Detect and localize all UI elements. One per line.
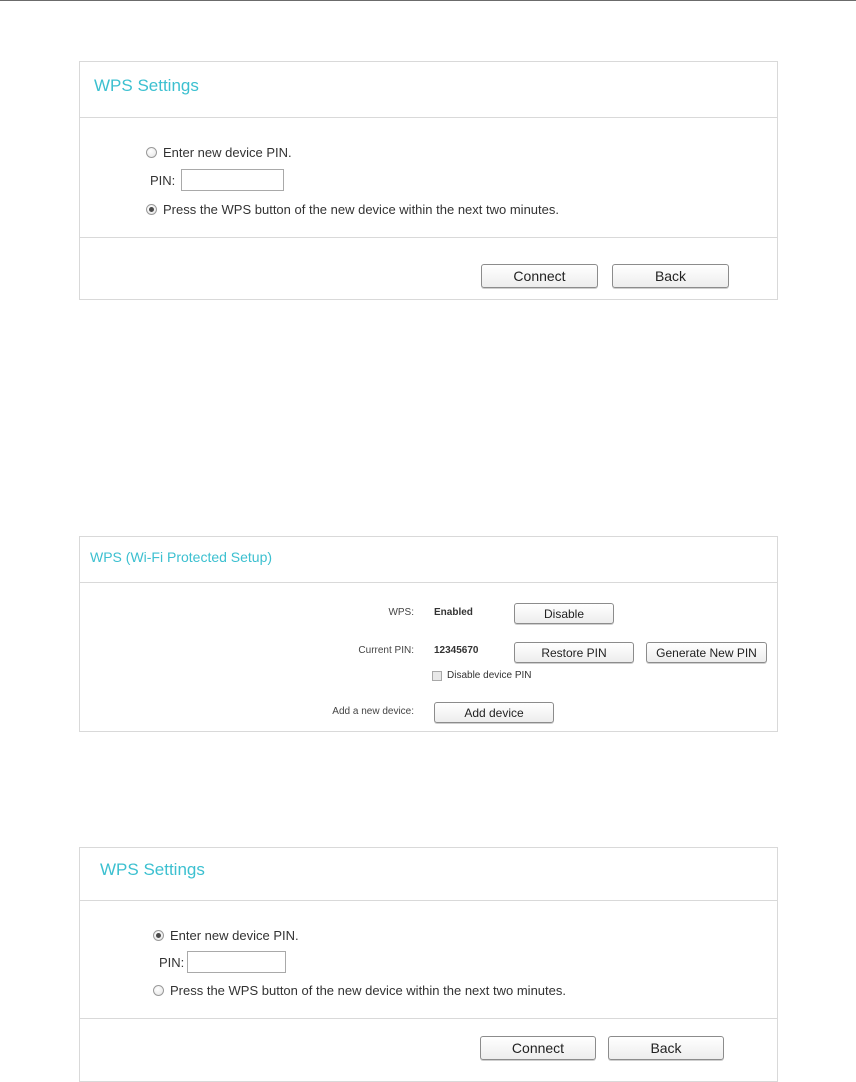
- radio-push-button[interactable]: [146, 204, 157, 215]
- title-divider: [80, 117, 777, 118]
- pin-input[interactable]: [187, 951, 286, 973]
- panel-title: WPS Settings: [94, 76, 199, 95]
- option-push-button-label: Press the WPS button of the new device within the next two minutes.: [170, 983, 566, 998]
- pin-label: PIN:: [150, 173, 176, 188]
- current-pin-value: 12345670: [434, 645, 479, 656]
- connect-button[interactable]: Connect: [481, 264, 598, 288]
- panel-title: WPS (Wi-Fi Protected Setup): [90, 549, 273, 565]
- option-enter-pin[interactable]: [146, 145, 292, 160]
- back-button[interactable]: Back: [608, 1036, 724, 1060]
- disable-device-pin-checkbox[interactable]: [432, 671, 442, 681]
- footer-divider: [80, 237, 777, 238]
- wps-status-label: WPS:: [388, 607, 414, 618]
- option-push-button[interactable]: [146, 202, 559, 217]
- wps-status-value: Enabled: [434, 607, 473, 618]
- title-divider: [80, 900, 777, 901]
- wps-settings-panel-pin: [79, 847, 778, 1082]
- radio-enter-pin[interactable]: [146, 147, 157, 158]
- footer-divider: [80, 1018, 777, 1019]
- generate-new-pin-button[interactable]: Generate New PIN: [646, 642, 767, 663]
- option-enter-pin[interactable]: [153, 928, 299, 943]
- top-rule: [0, 0, 856, 1]
- panel-title: WPS Settings: [100, 860, 205, 879]
- add-device-button[interactable]: Add device: [434, 702, 554, 723]
- option-push-button[interactable]: [153, 983, 566, 998]
- restore-pin-button[interactable]: Restore PIN: [514, 642, 634, 663]
- radio-enter-pin[interactable]: [153, 930, 164, 941]
- pin-label: PIN:: [159, 955, 185, 970]
- option-enter-pin-label: Enter new device PIN.: [163, 145, 292, 160]
- disable-device-pin-option[interactable]: [432, 670, 531, 681]
- current-pin-label: Current PIN:: [358, 645, 414, 656]
- pin-input[interactable]: [181, 169, 284, 191]
- option-enter-pin-label: Enter new device PIN.: [170, 928, 299, 943]
- disable-wps-button[interactable]: Disable: [514, 603, 614, 624]
- option-push-button-label: Press the WPS button of the new device within the next two minutes.: [163, 202, 559, 217]
- back-button[interactable]: Back: [612, 264, 729, 288]
- title-divider: [80, 582, 777, 583]
- radio-push-button[interactable]: [153, 985, 164, 996]
- connect-button[interactable]: Connect: [480, 1036, 596, 1060]
- disable-device-pin-label: Disable device PIN: [447, 670, 532, 681]
- add-device-label: Add a new device:: [332, 706, 414, 717]
- wps-settings-panel-pbc: [79, 61, 778, 300]
- wps-setup-panel: [79, 536, 778, 732]
